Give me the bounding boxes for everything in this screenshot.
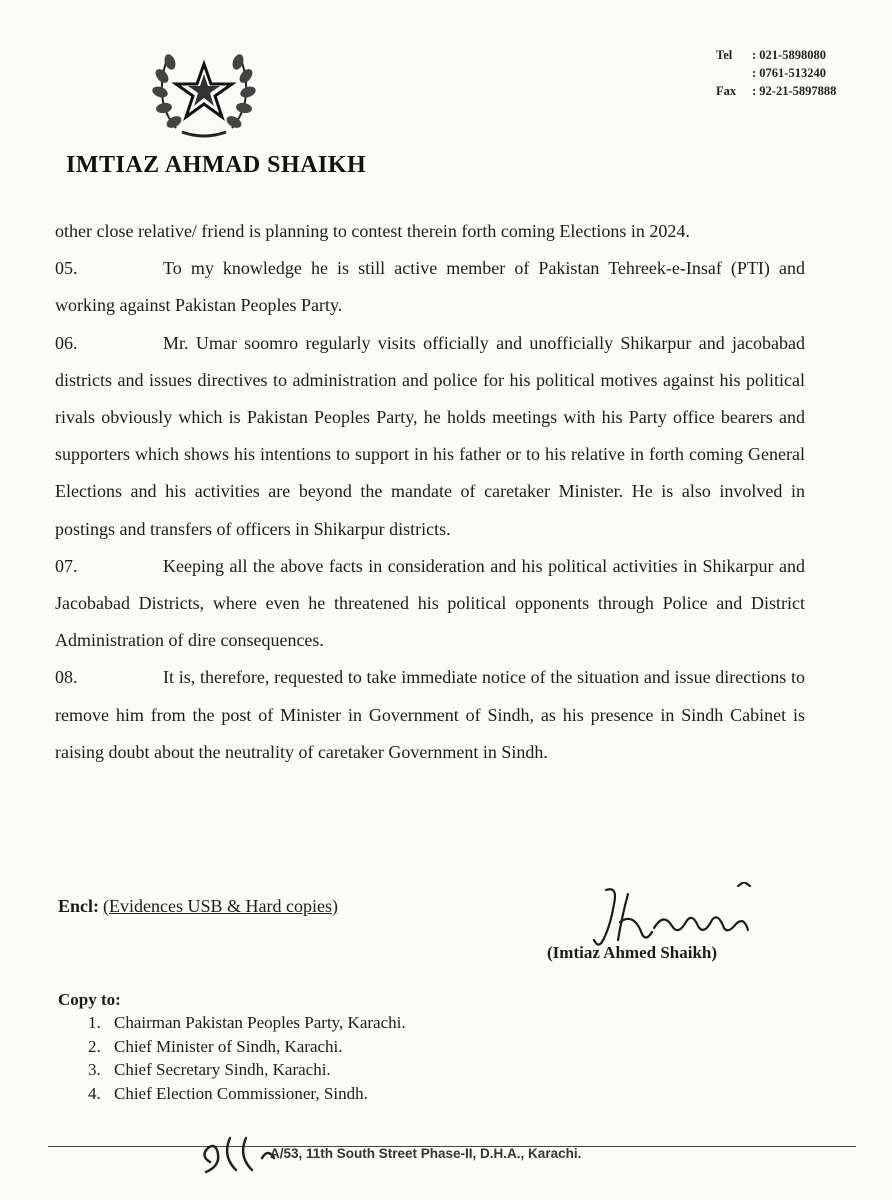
paragraph-07 — [55, 548, 805, 660]
signatory-name: (Imtiaz Ahmed Shaikh) — [547, 943, 718, 962]
paragraph-text: To my knowledge he is still active member of Pakistan Tehreek-e-Insaf (PTI) and working against Pakistan Peoples Party. — [55, 258, 805, 316]
list-item: 3. Chief Secretary Sindh, Karachi. — [88, 1060, 331, 1079]
contact-fax: Fax : 92-21-5897888 — [716, 84, 837, 98]
copy-to-title: Copy to: — [58, 990, 121, 1009]
paragraph-05 — [55, 250, 805, 324]
handwritten-signature — [588, 882, 778, 952]
paragraph-number: 05. — [55, 258, 78, 279]
list-item: 1. Chairman Pakistan Peoples Party, Karachi. — [88, 1013, 406, 1032]
letterhead-name: IMTIAZ AHMAD SHAIKH — [66, 152, 367, 178]
enclosure-value: (Evidences USB & Hard copies) — [103, 896, 338, 916]
copy-to-list — [88, 1011, 406, 1105]
letter-body — [55, 213, 805, 771]
enclosure-label: Encl: — [58, 896, 100, 916]
list-item: 2. Chief Minister of Sindh, Karachi. — [88, 1036, 343, 1056]
paragraph-number: 08. — [55, 667, 78, 688]
footer-address: A/53, 11th South Street Phase-II, D.H.A., Karachi. — [270, 1146, 582, 1161]
enclosure-line — [58, 896, 338, 917]
paragraph-08 — [55, 659, 805, 771]
paragraph-06 — [55, 325, 805, 548]
paragraph-text: Keeping all the above facts in consideration and his political activities in Shikarpur and Jacobabad Districts, where even he threatened his political opponents through Police and District Administration of dire consequences. — [55, 555, 805, 651]
contact-block — [716, 46, 836, 100]
star-wreath-emblem — [148, 40, 260, 144]
paragraph-text: Mr. Umar soomro regularly visits officially and unofficially Shikarpur and jacobabad districts and issues directives to administration and police for his political motives against his political rivals obviously which is Pakistan Peoples Party, he holds meetings with his Party office bearers and supporters which shows his intentions to support in his father or to his relative in forth coming General Elections and his activities are beyond the mandate of caretaker Minister. He is also involved in postings and transfers of officers in Shikarpur districts. — [55, 332, 805, 539]
paragraph-number: 06. — [55, 332, 78, 353]
paragraph-number: 07. — [55, 555, 78, 576]
footer-logo-mark — [196, 1132, 280, 1176]
contact-tel-2: : 0761-513240 — [752, 66, 826, 80]
contact-tel: Tel : 021-5898080 — [716, 48, 826, 62]
list-item: 4. Chief Election Commissioner, Sindh. — [88, 1083, 368, 1103]
paragraph-text: It is, therefore, requested to take immediate notice of the situation and issue directions to remove him from the post of Minister in Government of Sindh, as his presence in Sindh Cabinet is raising doubt about the neutrality of caretaker Government in Sindh. — [55, 667, 805, 762]
paragraph-04-continuation: other close relative/ friend is planning to contest therein forth coming Elections in 2024. — [55, 221, 690, 241]
